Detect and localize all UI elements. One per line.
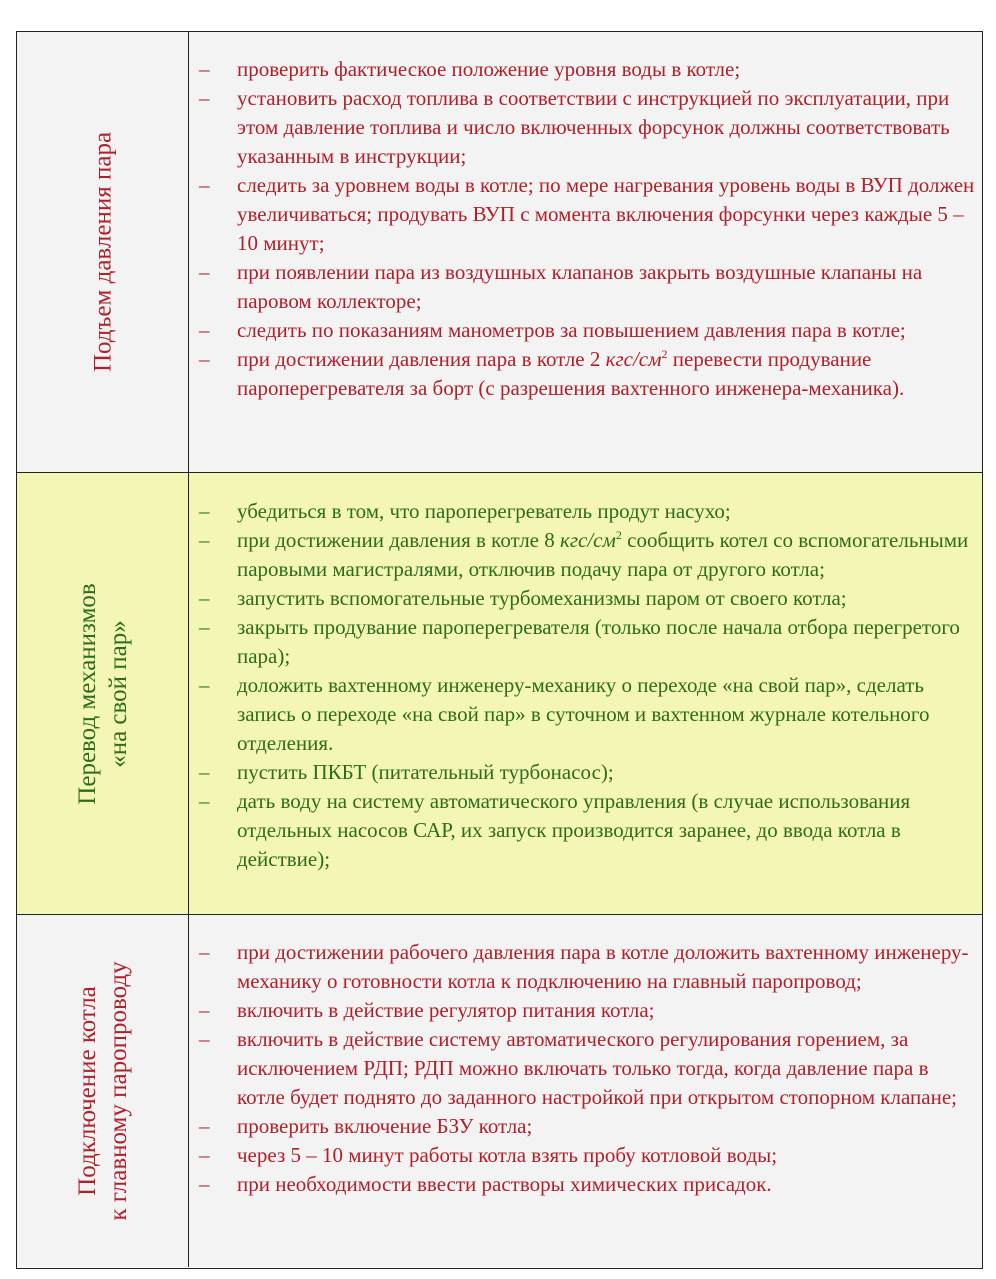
step-list (199, 497, 976, 874)
row-content-cell (189, 915, 982, 1267)
table-row-own-steam (17, 473, 982, 915)
list-item: – проверить фактическое положение уровня воды в котле; (199, 57, 741, 81)
row-label-cell (17, 915, 189, 1267)
row-label-cell (17, 32, 189, 472)
list-item: – убедиться в том, что пароперегреватель продут насухо; (199, 499, 731, 523)
row-content-cell (189, 473, 982, 914)
list-item: – при достижении давления пара в котле 2 кгс/$см^2$ перевести продувание пароперегревателя за борт (с разрешения вахтенного инженера-механика). (199, 347, 905, 400)
row-label: Перевод механизмов «на свой пар» (73, 582, 132, 805)
step-list (199, 55, 976, 403)
list-item: – дать воду на систему автоматического управления (в случае использования отдельных насосов САР, их запуск производится заранее, до ввода котла в действие); (199, 789, 911, 871)
list-item: – следить за уровнем воды в котле; по мере нагревания уровень воды в ВУП должен увеличиваться; продувать ВУП с момента включения форсунки через каждые 5 – 10 минут; (199, 173, 975, 255)
list-item: – включить в действие регулятор питания котла; (199, 998, 655, 1022)
step-list (199, 938, 976, 1199)
list-item: – проверить включение БЗУ котла; (199, 1114, 533, 1138)
row-label: Подключение котла к главному паропроводу (73, 961, 132, 1221)
list-item: – при появлении пара из воздушных клапанов закрыть воздушные клапаны на паровом коллекторе; (199, 260, 923, 313)
row-label: Подъем давления пара (89, 131, 116, 373)
list-item: – через 5 – 10 минут работы котла взять пробу котловой воды; (199, 1143, 778, 1167)
row-label-cell (17, 473, 189, 914)
list-item: – установить расход топлива в соответствии с инструкцией по эксплуатации, при этом давление топлива и число включенных форсунок должны соответствовать указанным в инструкции; (199, 86, 950, 168)
table-row-main-steamline (17, 915, 982, 1267)
table-row-pressure-rise (17, 32, 982, 473)
list-item: – при достижении рабочего давления пара в котле доложить вахтенному инженеру-механику о готовности котла к подключению на главный паропровод; (199, 940, 969, 993)
list-item: – при необходимости ввести растворы химических присадок. (199, 1172, 772, 1196)
list-item: – следить по показаниям манометров за повышением давления пара в котле; (199, 318, 906, 342)
list-item: – запустить вспомогательные турбомеханизмы паром от своего котла; (199, 586, 847, 610)
list-item: – доложить вахтенному инженеру-механику о переходе «на свой пар», сделать запись о переходе «на свой пар» в суточном и вахтенном журнале котельного отделения. (199, 673, 930, 755)
procedure-table (16, 31, 983, 1269)
row-content-cell (189, 32, 982, 472)
list-item: – при достижении давления в котле 8 кгс/$см^2$ сообщить котел со вспомогательными паровыми магистралями, отключив подачу пара от другого котла; (199, 528, 969, 581)
list-item: – пустить ПКБТ (питательный турбонасос); (199, 760, 614, 784)
list-item: – включить в действие систему автоматического регулирования горением, за исключением РДП; РДП можно включать только тогда, когда давление пара в котле будет поднято до заданного настройкой при открытом стопорном клапане; (199, 1027, 957, 1109)
list-item: – закрыть продувание пароперегревателя (только после начала отбора перегретого пара); (199, 615, 960, 668)
